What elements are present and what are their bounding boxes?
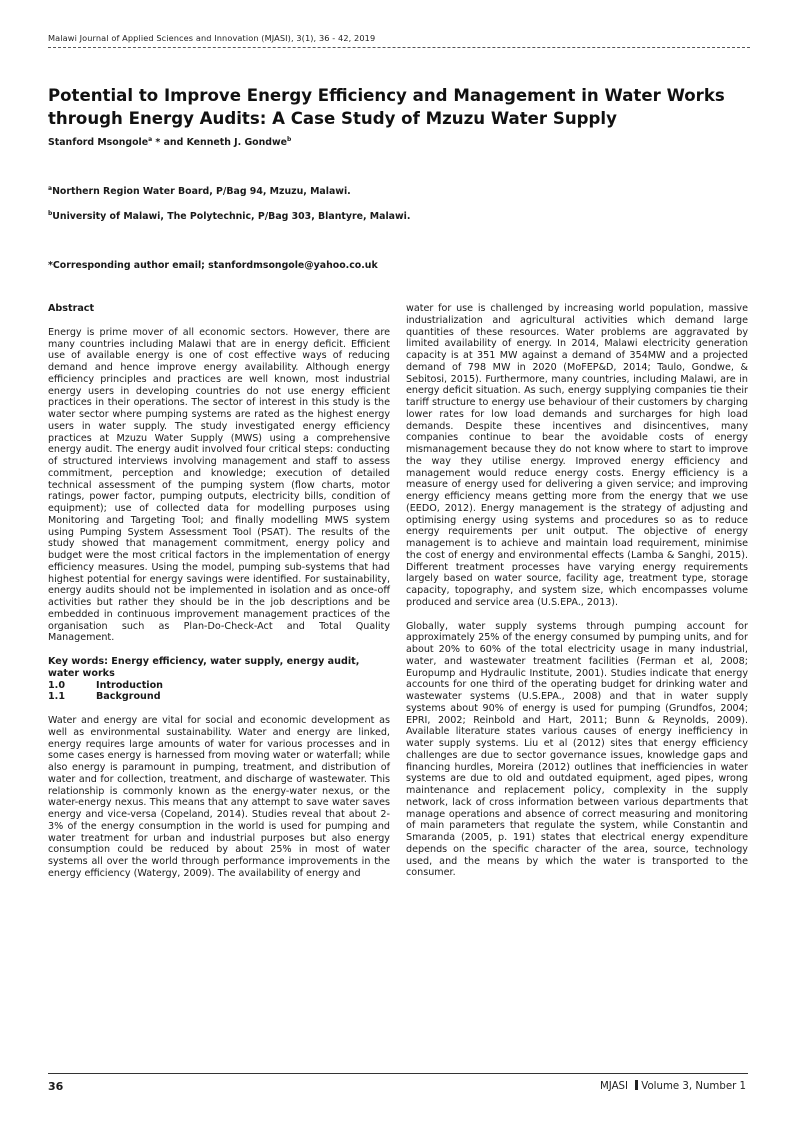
affiliation-text: University of Malawi, The Polytechnic, P/Bag 303, Blantyre, Malawi. xyxy=(52,211,411,223)
affiliation xyxy=(48,210,410,222)
footer-divider xyxy=(48,1073,748,1074)
header-divider xyxy=(48,47,750,48)
abstract-heading: Abstract xyxy=(48,303,95,314)
footer-journal-info xyxy=(600,1080,746,1092)
author-name: Kenneth J. Gondwe xyxy=(186,137,288,149)
affiliation-marker: a xyxy=(48,185,53,192)
left-column xyxy=(48,303,390,880)
author-list xyxy=(48,136,291,148)
abstract-text: Energy is prime mover of all economic sectors. However, there are many countries including Malawi that are in energy deficit. Efficient use of available energy is one of cost effective ways of reducing demand and hence improve energy availability. Although energy efficiency principles and practices are well known, most industrial energy users in developing countries do not use energy efficient practices in their operations. The sector of interest in this study is the water sector where pumping systems are rated as the highest energy users in water supply. The study investigated energy efficiency practices at Mzuzu Water Supply (MWS) using a comprehensive energy audit. The energy audit involved four critical steps: conducting of structured interviews involving management and staff to assess commitment, perception and knowledge; execution of detailed technical assessment of the pumping system (flow charts, motor ratings, power factor, pumping outputs, electricity bills, condition of equipment); use of collected data for modelling purposes using Monitoring and Targeting Tool; and finally modelling MWS system using Pumping System Assessment Tool (PSAT). The results of the study showed that management commitment, energy policy and budget were the most critical factors in the implementation of energy efficiency measures. Using the model, pumping sub-systems that had highest potential for energy savings were identified. For sustainability, energy audits should not be implemented in isolation and as once-off activities but rather they should be in the job descriptions and be embedded in continuous improvement management practices of the organisation such as Plan-Do-Check-Act and Total Quality Management. xyxy=(48,326,390,644)
affiliation xyxy=(48,185,351,197)
section-number: 1.0 xyxy=(48,679,65,691)
affiliation-marker: b xyxy=(287,136,292,143)
right-column xyxy=(406,303,748,879)
body-paragraph: Globally, water supply systems through pumping account for approximately 25% of the energy consumed by pumping units, and for about 20% to 60% of the total electricity usage in many industrial, water, and wastewater treatment facilities (Ferman et al, 2008; Europump and Hydraulic Institute, 2001). Studies indicate that energy accounts for one third of the operating budget for drinking water and wastewater systems (U.S.EPA., 2008) and that in water supply systems about 90% of energy is used for pumping (Grundfos, 2004; EPRI, 2002; Reinbold and Hart, 2011; Bunn & Reynolds, 2009). Available literature states various causes of energy inefficiency in water supply systems. Liu et al (2012) sites that energy efficiency challenges are due to sector governance issues, knowledge gaps and financing hurdles, Moreira (2012) outlines that inefficiencies in water systems are due to old and outdated equipment, aged pipes, wrong maintenance and replacement policy, complexity in the supply network, lack of cross information between various departments that manage operations and absence of correct measuring and monitoring of main parameters that regulate the system, while Constantin and Smaranda (2005, p. 191) states that electrical energy expenditure depends on the specific character of the area, source, technology used, and the means by which the water is transported to the consumer. xyxy=(406,620,748,879)
subsection-heading xyxy=(48,691,390,703)
separator-bar xyxy=(635,1080,638,1090)
article-title: Potential to Improve Energy Efficiency and Management in Water Works through Energy Audits: A Case Study of Mzuzu Water Supply xyxy=(48,86,725,128)
keywords: Key words: Energy efficiency, water supply, energy audit, water works xyxy=(48,656,360,679)
section-title: Introduction xyxy=(96,679,163,691)
page-number: 36 xyxy=(48,1080,64,1093)
section-heading xyxy=(48,680,390,692)
journal-header: Malawi Journal of Applied Sciences and Innovation (MJASI), 3(1), 36 - 42, 2019 xyxy=(48,33,376,43)
footer-journal-name: MJASI xyxy=(599,1081,629,1092)
body-paragraph: water for use is challenged by increasing world population, massive industrialization and agricultural activities which demand large quantities of these resources. Water problems are aggravated by limited availability of energy. In 2014, Malawi electricity generation capacity is at 351 MW against a demand of 354MW and a projected demand of 798 MW in 2020 (MoFEP&D, 2014; Taulo, Gondwe, & Sebitosi, 2015). Furthermore, many countries, including Malawi, are in energy deficit situation. As such, energy supplying companies tie their tariff structure to energy use behaviour of their customers by charging lower rates for low load demands and surcharges for high load demands. Despite these incentives and disincentives, many companies continue to bear the avoidable costs of energy mismanagement because they do not know where to start to improve the way they utilise energy. Improved energy efficiency and management would reduce energy costs. Energy efficiency is a measure of energy used for delivering a given service; and improving energy efficiency means getting more from the energy that we use (EEDO, 2012). Energy management is the strategy of adjusting and optimising energy using systems and procedures so as to reduce energy requirements per unit output. The objective of energy management is to achieve and maintain load requirement, minimise the cost of energy and environmental effects (Lamba & Sanghi, 2015). Different treatment processes have varying energy requirements largely based on water source, facility age, treatment type, storage capacity, topography, and system size, which encompasses volume produced and service area (U.S.EPA., 2013). xyxy=(406,303,748,608)
corresponding-author: *Corresponding author email; stanfordmsongole@yahoo.co.uk xyxy=(48,260,378,271)
corresponding-marker: * and xyxy=(152,137,187,149)
body-paragraph: Water and energy are vital for social and economic development as well as environmental sustainability. Water and energy are linked, energy requires large amounts of water for various processes and in some cases energy is harnessed from moving water or waterfall; while also energy is paramount in pumping, treatment, and distribution of water and for collection, treatment, and discharge of wastewater. This relationship is commonly known as the energy-water nexus, or the water-energy nexus. This means that any attempt to save water saves energy and vice-versa (Copeland, 2014). Studies reveal that about 2-3% of the energy consumption in the world is used for pumping and water treatment for urban and industrial purposes but also energy consumption could be reduced by about 25% in most of water systems all over the world through performance improvements in the energy efficiency (Watergy, 2009). The availability of energy and xyxy=(48,715,390,879)
affiliation-marker: b xyxy=(48,210,53,217)
affiliation-text: Northern Region Water Board, P/Bag 94, Mzuzu, Malawi. xyxy=(52,186,351,198)
author-name: Stanford Msongole xyxy=(48,137,149,149)
affiliation-marker: a xyxy=(148,136,153,143)
section-number: 1.1 xyxy=(48,691,65,703)
footer-volume: Volume 3, Number 1 xyxy=(641,1081,746,1092)
section-title: Background xyxy=(96,691,161,703)
